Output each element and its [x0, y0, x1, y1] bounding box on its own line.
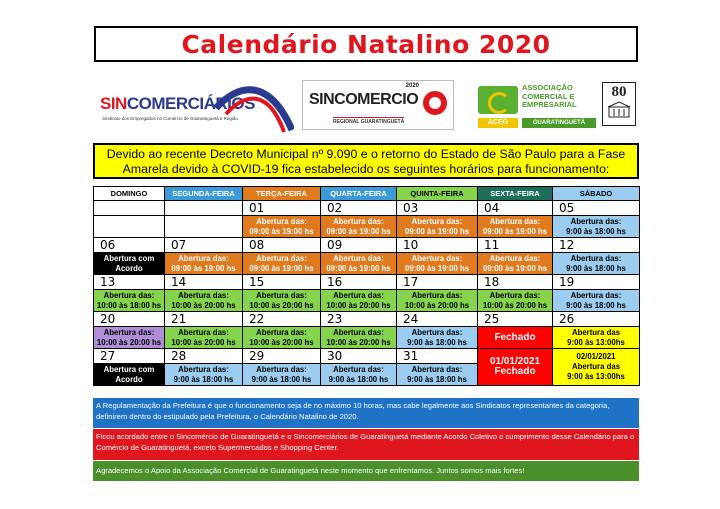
- day-number: 29: [243, 349, 321, 364]
- aceg-logo: [478, 82, 598, 128]
- day-number: 12: [553, 238, 640, 253]
- hours-text-line: Abertura das:: [178, 291, 229, 300]
- hours-text-line: Abertura das: [571, 328, 621, 337]
- day-number: 03: [397, 201, 478, 216]
- hours-text-line: Abertura das:: [256, 217, 307, 226]
- sincomercio-name: SINCOMERCIO: [309, 91, 419, 108]
- weekday-header: TERÇA-FEIRA: [243, 187, 321, 201]
- day-number: 13: [94, 275, 165, 290]
- sincomercio-emblem-icon: [423, 91, 447, 115]
- day-number: 25: [478, 312, 553, 327]
- hours-text-line: Fechado: [494, 331, 536, 343]
- hours-text-line: 9:00 às 18:00 hs: [566, 263, 626, 273]
- hours-text-line: 10:00 às 18:00 hs: [96, 300, 162, 310]
- hours-cell: [165, 253, 243, 275]
- hours-text-line: 9:00 às 18:00 hs: [566, 226, 626, 236]
- title-box: [94, 26, 638, 62]
- page-title: Calendário Natalino 2020: [181, 29, 551, 59]
- week-hours-row: [94, 216, 640, 238]
- hours-text-line: 02/01/2021: [576, 352, 616, 361]
- hours-cell: [553, 216, 640, 238]
- hours-text-line: 09:00 às 19:00 hs: [404, 226, 470, 236]
- hours-text-line: 9:00 às 13:00hs: [567, 372, 625, 381]
- hours-text-line: 10:00 às 20:00 hs: [249, 300, 314, 310]
- hours-text-line: 09:00 às 19:00 hs: [482, 226, 548, 236]
- hours-cell: [94, 327, 165, 349]
- hours-text-line: 9:00 às 18:00 hs: [328, 374, 389, 384]
- week-number-row: [94, 312, 640, 327]
- weekday-header: DOMINGO: [94, 187, 165, 201]
- hours-cell: [165, 216, 243, 238]
- aceg-line-2: COMERCIAL E: [522, 91, 575, 101]
- hours-cell: [94, 290, 165, 312]
- anniversary-number: 80: [611, 84, 627, 100]
- sincomercio-year: 2020: [405, 83, 419, 89]
- hours-text-line: Abertura das:: [103, 328, 155, 337]
- hours-cell: [243, 290, 321, 312]
- hours-cell: [553, 327, 640, 349]
- day-number: 04: [478, 201, 553, 216]
- hours-text-line: Abertura das:: [178, 365, 229, 374]
- hours-text-line: 10:00 às 20:00 hs: [326, 300, 391, 310]
- hours-text-line: 10:00 às 20:00 hs: [404, 300, 470, 310]
- notice-line-1: Devido ao recente Decreto Municipal nº 9.090 e o retorno do Estado de São Paulo para a Fase: [106, 147, 626, 161]
- aceg-city: GUARATINGUETÁ: [522, 118, 596, 128]
- hours-cell: [94, 364, 165, 386]
- day-number: 30: [321, 349, 397, 364]
- weekday-header: SEGUNDA-FEIRA: [165, 187, 243, 201]
- week-number-row: [94, 238, 640, 253]
- week-hours-row: [94, 253, 640, 275]
- hours-text-line: Abertura das:: [178, 254, 229, 263]
- hours-text-line: Abertura das:: [570, 291, 622, 300]
- aceg-emblem-icon: [478, 86, 518, 114]
- hours-text-line: 01/01/2021: [489, 356, 541, 367]
- week-number-row: [94, 275, 640, 290]
- hours-cell: [478, 290, 553, 312]
- hours-text-line: Acordo: [115, 263, 143, 273]
- hours-cell: [397, 327, 478, 349]
- week-hours-row: [94, 290, 640, 312]
- hours-cell: [397, 290, 478, 312]
- hours-text-line: 10:00 às 20:00 hs: [96, 337, 162, 347]
- day-number: 07: [165, 238, 243, 253]
- hours-cell: [165, 327, 243, 349]
- hours-text-line: Abertura das:: [333, 365, 384, 374]
- hours-text-line: 09:00 às 19:00 hs: [326, 263, 391, 273]
- sincomerciarios-logo: [94, 86, 294, 130]
- hours-text-line: 09:00 às 19:00 hs: [482, 263, 548, 273]
- hours-text-line: 09:00 às 19:00 hs: [249, 263, 314, 273]
- hours-text-line: Abertura das:: [178, 328, 229, 337]
- hours-cell: [397, 253, 478, 275]
- aceg-line-1: ASSOCIAÇÃO: [522, 83, 573, 92]
- hours-text-line: 9:00 às 18:00 hs: [251, 374, 312, 384]
- weekday-header: QUARTA-FEIRA: [321, 187, 397, 201]
- day-number: 19: [553, 275, 640, 290]
- hours-text-line: Fechado: [494, 366, 536, 377]
- swoosh-icon: [214, 78, 294, 136]
- week-hours-row: [94, 327, 640, 349]
- day-number: 15: [243, 275, 321, 290]
- hours-text-line: 9:00 às 18:00 hs: [407, 337, 467, 347]
- footer-thanks-note: Agradecemos o Apoio da Associação Comercial de Guaratinguetá neste momento que enfrentamos. Juntos somos mais fortes!: [93, 461, 639, 481]
- weekday-header-row: [94, 187, 640, 201]
- hours-cell: [553, 253, 640, 275]
- weekday-header: SEXTA-FEIRA: [478, 187, 553, 201]
- day-number: 28: [165, 349, 243, 364]
- hours-text-line: Abertura das:: [411, 254, 463, 263]
- hours-cell: [478, 253, 553, 275]
- hours-cell: [397, 216, 478, 238]
- hours-text-line: Abertura das:: [333, 254, 384, 263]
- week-number-row: [94, 201, 640, 216]
- closed-cell: [478, 327, 553, 349]
- hours-text-line: Abertura das:: [411, 217, 463, 226]
- hours-text-line: Abertura com: [103, 365, 155, 374]
- hours-text-line: Abertura das:: [411, 328, 463, 337]
- hours-cell: [243, 253, 321, 275]
- day-number: 20: [94, 312, 165, 327]
- hours-text-line: Abertura das:: [256, 291, 307, 300]
- hours-cell: [478, 216, 553, 238]
- hours-text-line: 09:00 às 19:00 hs: [326, 226, 391, 236]
- closed-cell: [478, 349, 553, 386]
- day-number: 22: [243, 312, 321, 327]
- hours-text-line: Abertura das:: [256, 254, 307, 263]
- hours-text-line: Abertura das:: [256, 328, 307, 337]
- hours-text-line: Abertura das:: [570, 217, 622, 226]
- day-number: 09: [321, 238, 397, 253]
- day-number: 18: [478, 275, 553, 290]
- hours-text-line: Abertura das:: [411, 291, 463, 300]
- hours-text-line: Abertura das:: [333, 217, 384, 226]
- hours-cell: [553, 290, 640, 312]
- hours-text-line: 10:00 às 20:00 hs: [171, 300, 236, 310]
- sincomercio-logo: [302, 80, 454, 130]
- hours-text-line: Abertura das:: [489, 254, 541, 263]
- hours-cell: [321, 253, 397, 275]
- hours-text-line: Acordo: [115, 374, 143, 384]
- hours-text-line: Abertura das:: [333, 291, 384, 300]
- hours-cell: [243, 364, 321, 386]
- hours-text-line: 10:00 às 20:00 hs: [249, 337, 314, 347]
- christmas-calendar-table: [93, 186, 640, 386]
- day-number: 16: [321, 275, 397, 290]
- hours-text-line: 09:00 às 19:00 hs: [404, 263, 470, 273]
- hours-text-line: Abertura das:: [411, 365, 463, 374]
- day-number: 11: [478, 238, 553, 253]
- day-number: 31: [397, 349, 478, 364]
- hours-text-line: 9:00 às 18:00 hs: [566, 300, 626, 310]
- building-icon: [606, 101, 632, 119]
- day-number: 14: [165, 275, 243, 290]
- hours-cell: [321, 364, 397, 386]
- footer-regulation-note: A Regulamentação da Prefeitura é que o funcionamento seja de no máximo 10 horas, mas cabe legalmente aos Sindicatos representantes da categoria, definirem dentro do estipulado pela Prefeitura, o Calendário Natalino de 2020.: [93, 398, 639, 428]
- day-number: 06: [94, 238, 165, 253]
- day-number: [165, 201, 243, 216]
- logo-strip: [94, 78, 638, 134]
- hours-text-line: Abertura das:: [489, 291, 541, 300]
- hours-cell: [165, 290, 243, 312]
- anniversary-80-logo: [602, 82, 636, 126]
- weekday-header: QUINTA-FEIRA: [397, 187, 478, 201]
- hours-cell: [397, 364, 478, 386]
- hours-text-line: Abertura das:: [256, 365, 307, 374]
- hours-text-line: 10:00 às 20:00 hs: [326, 337, 391, 347]
- day-number: 24: [397, 312, 478, 327]
- hours-text-line: 09:00 às 19:00 hs: [171, 263, 236, 273]
- aceg-line-3: EMPRESARIAL: [522, 100, 577, 109]
- hours-text-line: Abertura das:: [570, 254, 622, 263]
- hours-cell: [321, 327, 397, 349]
- day-number: 23: [321, 312, 397, 327]
- day-number: 02: [321, 201, 397, 216]
- sincomerciarios-logo-subtitle: Sindicato dos Empregados no Comércio de Guaratinguetá e Região: [102, 116, 238, 121]
- hours-text-line: 09:00 às 19:00 hs: [249, 226, 314, 236]
- hours-text-line: Abertura das: [571, 362, 621, 371]
- hours-cell: [553, 349, 640, 386]
- day-number: 27: [94, 349, 165, 364]
- footer-agreement-note: Ficou acordado entre o Sincomércio de Guaratinguetá e o Sincomerciários de Guaratinguetá mediante Acordo Coletivo o cumprimento desse Calendário para o Comércio de Guaratinguetá, exceto Supermercados e Shopping Center.: [93, 429, 639, 460]
- day-number: 17: [397, 275, 478, 290]
- sincomercio-region: REGIONAL GUARATINGUETÁ: [333, 119, 405, 125]
- hours-text-line: 10:00 às 20:00 hs: [171, 337, 236, 347]
- day-number: [94, 201, 165, 216]
- hours-cell: [243, 327, 321, 349]
- hours-text-line: 10:00 às 20:00 hs: [482, 300, 548, 310]
- weekday-header: SÁBADO: [553, 187, 640, 201]
- day-number: 21: [165, 312, 243, 327]
- hours-text-line: Abertura das:: [489, 217, 541, 226]
- hours-cell: [243, 216, 321, 238]
- day-number: 05: [553, 201, 640, 216]
- hours-text-line: 9:00 às 18:00 hs: [407, 374, 467, 384]
- hours-text-line: Abertura das:: [333, 328, 384, 337]
- hours-text-line: 9:00 às 18:00 hs: [173, 374, 234, 384]
- day-number: 08: [243, 238, 321, 253]
- hours-text-line: Abertura com: [103, 254, 155, 263]
- aceg-acronym: ACEG: [478, 118, 518, 128]
- hours-cell: [321, 216, 397, 238]
- day-number: 26: [553, 312, 640, 327]
- hours-text-line: 9:00 às 13:00hs: [567, 337, 625, 347]
- notice-line-2: Amarela devido à COVID-19 fica estabelecido os seguintes horários para funcionamento:: [122, 162, 610, 176]
- hours-cell: [321, 290, 397, 312]
- week-number-row: [94, 349, 640, 364]
- hours-cell: [165, 364, 243, 386]
- hours-text-line: Abertura das:: [103, 291, 155, 300]
- hours-cell: [94, 253, 165, 275]
- sincomerciarios-logo-prefix: SIN: [100, 94, 127, 113]
- sincomerciarios-logo-name: COMERCIÁRIOS: [126, 94, 255, 113]
- day-number: 01: [243, 201, 321, 216]
- day-number: 10: [397, 238, 478, 253]
- hours-cell: [94, 216, 165, 238]
- covid-notice: [93, 143, 639, 179]
